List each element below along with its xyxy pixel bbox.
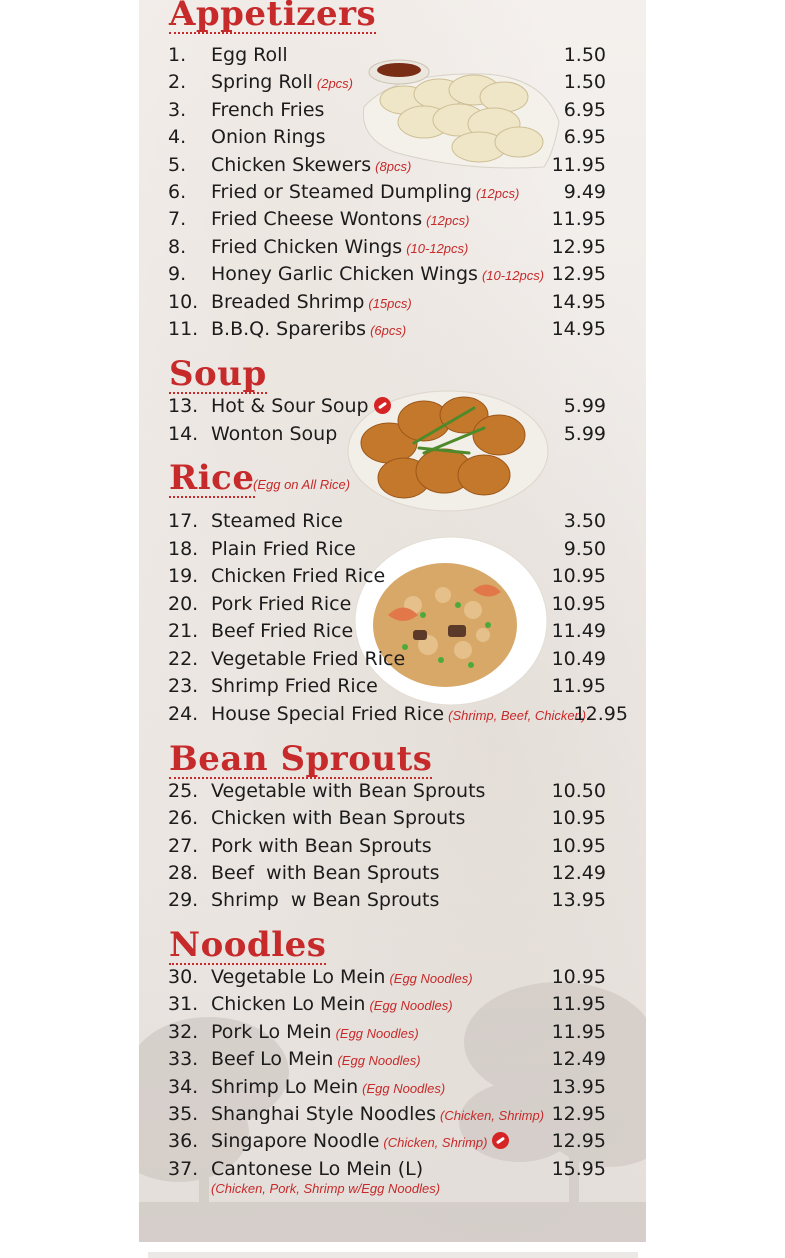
- menu-item: [139, 71, 646, 98]
- item-price: 6.95: [563, 126, 606, 148]
- item-price: 10.49: [551, 648, 606, 670]
- item-name: Spring Roll (2pcs): [211, 71, 354, 93]
- item-price: 11.95: [551, 1021, 606, 1043]
- item-name: Egg Roll: [211, 44, 288, 66]
- item-name: Honey Garlic Chicken Wings (10-12pcs): [211, 263, 545, 285]
- item-note: (12pcs): [426, 213, 470, 228]
- menu-item: [139, 1048, 646, 1075]
- item-number: 30.: [168, 966, 199, 988]
- item-price: 12.95: [551, 263, 606, 285]
- menu-item: [139, 208, 646, 235]
- item-number: 2.: [168, 71, 187, 93]
- item-price: 10.95: [551, 835, 606, 857]
- item-number: 8.: [168, 236, 187, 258]
- menu-item: [139, 99, 646, 126]
- item-name: Beef Lo Mein (Egg Noodles): [211, 1048, 421, 1070]
- item-note: (Egg Noodles): [335, 1026, 419, 1041]
- menu-item: [139, 510, 646, 537]
- item-name: Singapore Noodle (Chicken, Shrimp): [211, 1130, 509, 1152]
- item-note: (Chicken, Shrimp): [440, 1108, 545, 1123]
- item-price: 12.95: [551, 236, 606, 258]
- item-price: 3.50: [563, 510, 606, 532]
- item-name: B.B.Q. Spareribs (6pcs): [211, 318, 407, 340]
- item-note: (12pcs): [475, 186, 520, 201]
- menu-item: [139, 1021, 646, 1048]
- item-number: 6.: [168, 181, 187, 203]
- menu-item: [139, 780, 646, 807]
- section-heading-appetizers: Appetizers: [169, 0, 376, 34]
- item-price: 12.95: [551, 1130, 606, 1152]
- item-price: 10.95: [551, 807, 606, 829]
- item-note: (15pcs): [368, 296, 412, 311]
- section-note-rice: (Egg on All Rice): [253, 477, 351, 492]
- item-name: Plain Fried Rice: [211, 538, 356, 560]
- item-price: 13.95: [551, 889, 606, 911]
- item-number: 27.: [168, 835, 199, 857]
- item-name: House Special Fried Rice (Shrimp, Beef, Chicken): [211, 703, 587, 725]
- item-number: 31.: [168, 993, 199, 1015]
- item-note: (Egg Noodles): [389, 971, 473, 986]
- item-number: 19.: [168, 565, 199, 587]
- menu-item: [139, 620, 646, 647]
- chili-pepper-icon: [374, 397, 391, 414]
- item-price: 9.50: [563, 538, 606, 560]
- item-number: 13.: [168, 395, 199, 417]
- item-number: 11.: [168, 318, 199, 340]
- item-note: (10-12pcs): [481, 268, 545, 283]
- item-number: 21.: [168, 620, 199, 642]
- section-heading-bean-sprouts: Bean Sprouts: [169, 739, 432, 779]
- item-name: French Fries: [211, 99, 325, 121]
- item-name: Cantonese Lo Mein (L): [211, 1158, 424, 1180]
- item-price: 12.95: [573, 703, 628, 725]
- menu-item: [139, 862, 646, 889]
- menu-item: [139, 318, 646, 345]
- section-heading-noodles: Noodles: [169, 925, 326, 965]
- item-price: 6.95: [563, 99, 606, 121]
- item-number: 28.: [168, 862, 199, 884]
- menu-item: [139, 1076, 646, 1103]
- item-price: 10.50: [551, 780, 606, 802]
- item-price: 5.99: [563, 423, 606, 445]
- menu-item: [139, 675, 646, 702]
- item-name: Chicken Fried Rice: [211, 565, 386, 587]
- item-name: Vegetable Fried Rice: [211, 648, 406, 670]
- item-subnote: (Chicken, Pork, Shrimp w/Egg Noodles): [211, 1181, 441, 1196]
- menu-item: [139, 1130, 646, 1157]
- menu-item: [139, 648, 646, 675]
- item-number: 24.: [168, 703, 199, 725]
- menu-item: [139, 126, 646, 153]
- item-number: 17.: [168, 510, 199, 532]
- menu-item: [139, 703, 646, 730]
- item-number: 1.: [168, 44, 187, 66]
- item-number: 37.: [168, 1158, 199, 1180]
- menu-item: [139, 993, 646, 1020]
- menu-item: [139, 181, 646, 208]
- item-note: (Egg Noodles): [337, 1053, 421, 1068]
- item-price: 11.49: [551, 620, 606, 642]
- item-number: 7.: [168, 208, 187, 230]
- item-note: (6pcs): [370, 323, 407, 338]
- item-name: Fried Cheese Wontons (12pcs): [211, 208, 470, 230]
- item-number: 14.: [168, 423, 199, 445]
- item-note: (Egg Noodles): [362, 1081, 446, 1096]
- item-number: 22.: [168, 648, 199, 670]
- item-name: Wonton Soup: [211, 423, 338, 445]
- item-name: Onion Rings: [211, 126, 326, 148]
- item-note: (Chicken, Shrimp): [383, 1135, 488, 1150]
- item-price: 11.95: [551, 208, 606, 230]
- item-price: 12.95: [551, 1103, 606, 1125]
- item-number: 5.: [168, 154, 187, 176]
- item-number: 20.: [168, 593, 199, 615]
- item-name: Shanghai Style Noodles (Chicken, Shrimp): [211, 1103, 545, 1125]
- item-name: Breaded Shrimp (15pcs): [211, 291, 412, 313]
- item-name: Pork Lo Mein (Egg Noodles): [211, 1021, 419, 1043]
- item-price: 10.95: [551, 565, 606, 587]
- item-number: 34.: [168, 1076, 199, 1098]
- menu-item: [139, 835, 646, 862]
- item-number: 26.: [168, 807, 199, 829]
- item-number: 33.: [168, 1048, 199, 1070]
- menu-item: [139, 44, 646, 71]
- item-note: (Shrimp, Beef, Chicken): [448, 708, 587, 723]
- menu-item: [139, 966, 646, 993]
- item-name: Beef with Bean Sprouts: [211, 862, 440, 884]
- item-name: Beef Fried Rice: [211, 620, 354, 642]
- item-price: 12.49: [551, 862, 606, 884]
- item-name: Vegetable Lo Mein (Egg Noodles): [211, 966, 473, 988]
- menu-page: [139, 0, 646, 1242]
- item-name: Fried Chicken Wings (10-12pcs): [211, 236, 469, 258]
- item-number: 32.: [168, 1021, 199, 1043]
- item-name: Steamed Rice: [211, 510, 343, 532]
- menu-item: [139, 593, 646, 620]
- item-note: (Egg Noodles): [369, 998, 453, 1013]
- item-name: Shrimp Lo Mein (Egg Noodles): [211, 1076, 446, 1098]
- chili-pepper-icon: [492, 1132, 509, 1149]
- item-name: Hot & Sour Soup: [211, 395, 391, 417]
- menu-item: [139, 291, 646, 318]
- item-name: Chicken Skewers (8pcs): [211, 154, 412, 176]
- page-bottom-edge: [148, 1252, 638, 1258]
- item-price: 11.95: [551, 675, 606, 697]
- item-number: 35.: [168, 1103, 199, 1125]
- menu-item: [139, 889, 646, 916]
- item-price: 9.49: [563, 181, 606, 203]
- item-note: (2pcs): [316, 76, 354, 91]
- item-name: Shrimp Fried Rice: [211, 675, 378, 697]
- item-price: 12.49: [551, 1048, 606, 1070]
- item-price: 14.95: [551, 291, 606, 313]
- item-price: 11.95: [551, 154, 606, 176]
- menu-item: [139, 807, 646, 834]
- menu-item: [139, 236, 646, 263]
- item-price: 10.95: [551, 593, 606, 615]
- item-number: 9.: [168, 263, 187, 285]
- menu-item: [139, 263, 646, 290]
- item-note: (10-12pcs): [406, 241, 469, 256]
- item-name: Vegetable with Bean Sprouts: [211, 780, 486, 802]
- item-price: 1.50: [563, 44, 606, 66]
- item-name: Pork with Bean Sprouts: [211, 835, 432, 857]
- item-number: 36.: [168, 1130, 199, 1152]
- item-price: 10.95: [551, 966, 606, 988]
- menu-item: [139, 423, 646, 450]
- item-name: Shrimp w Bean Sprouts: [211, 889, 440, 911]
- item-price: 14.95: [551, 318, 606, 340]
- menu-item: [139, 565, 646, 592]
- item-name: Chicken Lo Mein (Egg Noodles): [211, 993, 453, 1015]
- item-number: 18.: [168, 538, 199, 560]
- item-note: (8pcs): [375, 159, 412, 174]
- item-number: 23.: [168, 675, 199, 697]
- item-price: 15.95: [551, 1158, 606, 1180]
- menu-item: [139, 1103, 646, 1130]
- item-number: 29.: [168, 889, 199, 911]
- item-price: 1.50: [563, 71, 606, 93]
- item-price: 5.99: [563, 395, 606, 417]
- item-number: 3.: [168, 99, 187, 121]
- item-name: Pork Fried Rice: [211, 593, 352, 615]
- menu-item: [139, 395, 646, 422]
- item-number: 25.: [168, 780, 199, 802]
- item-name: Chicken with Bean Sprouts: [211, 807, 466, 829]
- section-heading-soup: Soup: [169, 354, 267, 394]
- item-price: 11.95: [551, 993, 606, 1015]
- item-number: 10.: [168, 291, 199, 313]
- item-price: 13.95: [551, 1076, 606, 1098]
- menu-item: [139, 154, 646, 181]
- menu-item: [139, 538, 646, 565]
- item-number: 4.: [168, 126, 187, 148]
- item-name: Fried or Steamed Dumpling (12pcs): [211, 181, 520, 203]
- section-heading-rice: Rice: [169, 458, 255, 498]
